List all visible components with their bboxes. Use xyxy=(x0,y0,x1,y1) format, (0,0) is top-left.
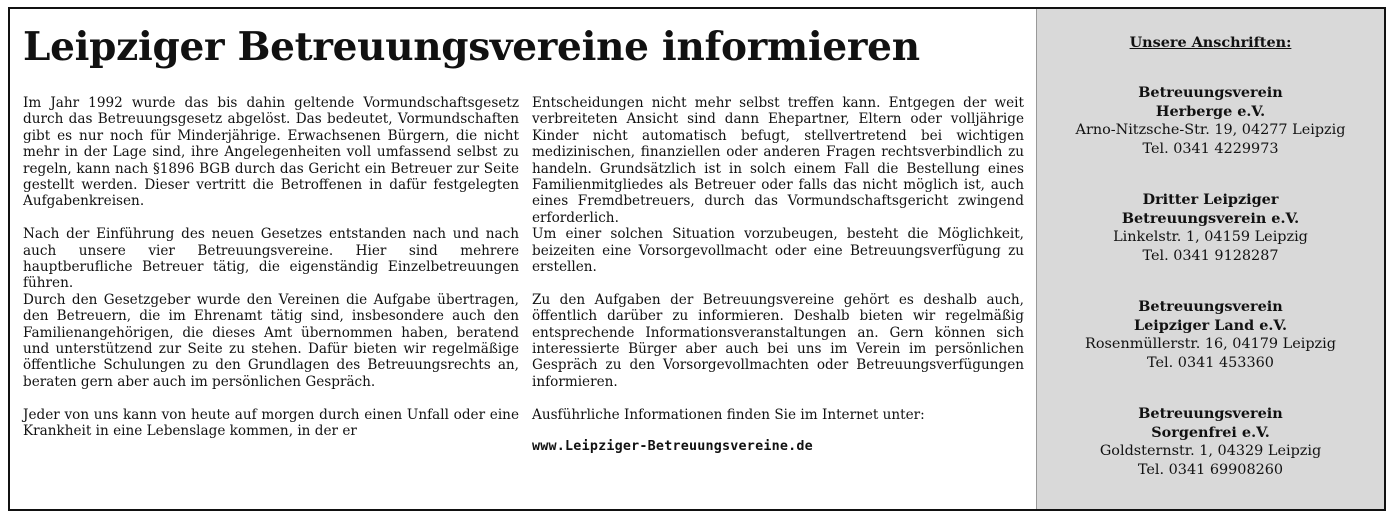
paragraph: Zu den Aufgaben der Betreuungsvereine gehört es deshalb auch, öffentlich darüber zu informieren. Deshalb bieten wir regelmäßig entsprechende Informationsveranstaltungen an. Gern können sich interessierte Bürger aber auch bei uns im Verein im persönlichen Gespräch zu den Vorsorgevollmachten oder Betreuungsverfügungen informieren. xyxy=(532,291,1024,390)
paragraph: Jeder von uns kann von heute auf morgen durch einen Unfall oder eine Krankheit in eine Lebenslage kommen, in der er xyxy=(23,406,519,440)
advertisement-frame xyxy=(8,7,1386,511)
association-name: Dritter Leipziger xyxy=(1142,191,1279,208)
paragraph-gap xyxy=(23,390,519,406)
paragraph: Durch den Gesetzgeber wurde den Vereinen die Aufgabe übertragen, den Betreuern, die im Ehrenamt tätig sind, insbesondere auch den Familienangehörigen, die dieses Amt übernommen haben, beratend und unterstützend zur Seite zu stehen. Dafür bieten wir regelmäßige öffentliche Schulungen zu den Grundlagen des Betreuungsrechts an, beraten gern aber auch im persönlichen Gespräch. xyxy=(23,291,519,390)
phone-number: Tel. 0341 4229973 xyxy=(1142,141,1279,157)
address-entry xyxy=(1037,83,1384,159)
street-address: Linkelstr. 1, 04159 Leipzig xyxy=(1113,229,1308,245)
phone-number: Tel. 0341 453360 xyxy=(1147,355,1274,371)
address-entry xyxy=(1037,297,1384,373)
paragraph: Nach der Einführung des neuen Gesetzes entstanden nach und nach auch unsere vier Betreuungsvereine. Hier sind mehrere hauptberufliche Betreuer tätig, die eigenständig Einzelbetreuungen führen. xyxy=(23,226,519,292)
headline: Leipziger Betreuungsvereine informieren xyxy=(23,24,920,70)
paragraph-gap xyxy=(532,423,1024,439)
association-name: Betreuungsverein xyxy=(1138,84,1283,101)
phone-number: Tel. 0341 69908260 xyxy=(1137,462,1284,478)
address-panel xyxy=(1036,9,1384,509)
association-name: Herberge e.V. xyxy=(1155,103,1266,120)
street-address: Arno-Nitzsche-Str. 19, 04277 Leipzig xyxy=(1075,122,1346,138)
association-name: Betreuungsverein xyxy=(1138,405,1283,422)
paragraph-gap xyxy=(532,390,1024,406)
paragraph-gap xyxy=(23,210,519,226)
paragraph: Um einer solchen Situation vorzubeugen, besteht die Möglichkeit, beizeiten eine Vorsorgevollmacht oder eine Betreuungsverfügung zu erstellen. xyxy=(532,226,1024,276)
address-heading: Unsere Anschriften: xyxy=(1129,34,1292,51)
text-column-middle xyxy=(532,95,1024,456)
street-address: Rosenmüllerstr. 16, 04179 Leipzig xyxy=(1085,336,1336,352)
association-name: Betreuungsverein xyxy=(1138,298,1283,315)
text-column-left xyxy=(23,95,519,440)
street-address: Goldsternstr. 1, 04329 Leipzig xyxy=(1099,443,1322,459)
website-link[interactable]: www.Leipziger-Betreuungsvereine.de xyxy=(532,439,813,455)
association-name: Leipziger Land e.V. xyxy=(1133,317,1288,334)
paragraph-gap xyxy=(532,275,1024,291)
paragraph: Entscheidungen nicht mehr selbst treffen kann. Entgegen der weit verbreiteten Ansicht sind dann Ehepartner, Eltern oder volljährige Kinder nicht automatisch befugt, stellvertretend bei wichtigen medizinischen, finanziellen oder anderen Fragen rechtsverbindlich zu handeln. Grundsätzlich ist in solch einem Fall die Bestellung eines Familienmitgliedes als Betreuer oder falls das nicht möglich ist, auch eines Fremdbetreuers, durch das Vormundschaftsgericht zwingend erforderlich. xyxy=(532,95,1024,226)
association-name: Sorgenfrei e.V. xyxy=(1151,424,1270,441)
paragraph: Im Jahr 1992 wurde das bis dahin geltende Vormundschaftsgesetz durch das Betreuungsgesetz abgelöst. Das bedeutet, Vormundschaften gibt es nur noch für Minderjährige. Erwachsenen Bürgern, die nicht mehr in der Lage sind, ihre Angelegenheiten voll umfassend selbst zu regeln, kann nach §1896 BGB durch das Gericht ein Betreuer zur Seite gestellt werden. Dieser vertritt die Betroffenen in dafür festgelegten Aufgabenkreisen. xyxy=(23,95,519,210)
address-entry xyxy=(1037,190,1384,266)
association-name: Betreuungsverein e.V. xyxy=(1121,210,1300,227)
phone-number: Tel. 0341 9128287 xyxy=(1142,248,1279,264)
paragraph: Ausführliche Informationen finden Sie im Internet unter: xyxy=(532,406,925,423)
address-entry xyxy=(1037,404,1384,480)
